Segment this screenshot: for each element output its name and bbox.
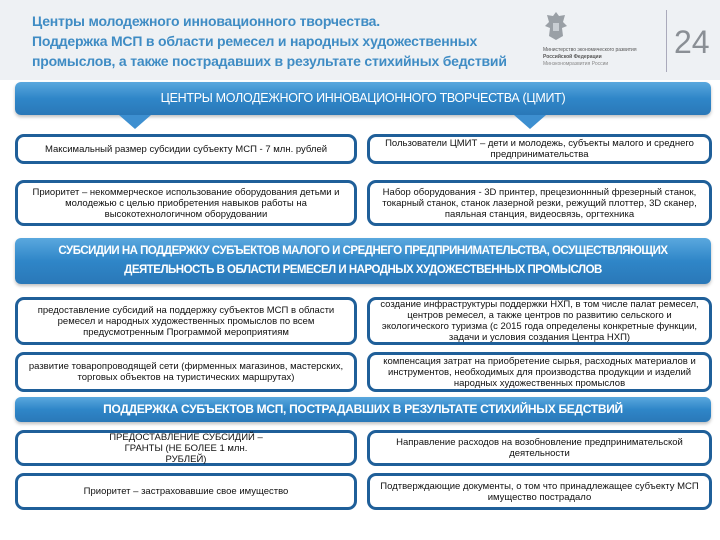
banner-line: СУБСИДИИ НА ПОДДЕРЖКУ СУБЪЕКТОВ МАЛОГО И СРЕДНЕГО ПРЕДПРИНИМАТЕЛЬСТВА, ОСУЩЕСТВЛЯЮЩИХ (58, 245, 668, 257)
down-arrow-icon (119, 115, 151, 129)
ministry-short: Минэкономразвития России (543, 61, 609, 67)
info-box: Максимальный размер субсидии субъекту МСП - 7 млн. рублей (15, 134, 357, 164)
ministry-name: Министерство экономического развития (543, 47, 637, 53)
info-box: ПРЕДОСТАВЛЕНИЕ СУБСИДИЙ – ГРАНТЫ (НЕ БОЛЕЕ 1 млн. РУБЛЕЙ) (15, 430, 357, 466)
header-divider (666, 10, 667, 72)
info-box: Набор оборудования - 3D принтер, прецезионнный фрезерный станок, токарный станок, станок лазерной резки, режущий плоттер, 3D сканер, паяльная станция, видеосвязь, оргтехника (367, 180, 712, 226)
banner-line: ДЕЯТЕЛЬНОСТЬ В ОБЛАСТИ РЕМЕСЕЛ И НАРОДНЫХ ХУДОЖЕСТВЕННЫХ ПРОМЫСЛОВ (124, 264, 602, 276)
section-banner-crafts (15, 238, 711, 284)
page-number: 24 (674, 24, 710, 60)
info-box: Пользователи ЦМИТ – дети и молодежь, субъекты малого и среднего предпринимательства (367, 134, 712, 164)
down-arrow-icon (514, 115, 546, 129)
info-box: развитие товаропроводящей сети (фирменных магазинов, мастерских, торговых объектов на туристических маршрутах) (15, 352, 357, 392)
slide-header (0, 0, 720, 80)
title-line: Поддержка МСП в области ремесел и народных художественных (32, 33, 478, 49)
info-box: Направление расходов на возобновление предпринимательской деятельности (367, 430, 712, 466)
slide-title (32, 11, 532, 71)
coat-of-arms-icon (543, 10, 569, 42)
info-box: Приоритет – некоммерческое использование оборудования детьми и молодежью с целью приобретения навыков работы на высокотехнологичном оборудовании (15, 180, 357, 226)
ministry-logo (543, 10, 663, 72)
title-line: промыслов, а также пострадавших в результате стихийных бедствий (32, 53, 507, 69)
info-box: предоставление субсидий на поддержку субъектов МСП в области ремесел и народных художественных промыслов по всем предусмотренным Программой мероприятиям (15, 297, 357, 345)
section-banner-disaster: ПОДДЕРЖКА СУБЪЕКТОВ МСП, ПОСТРАДАВШИХ В РЕЗУЛЬТАТЕ СТИХИЙНЫХ БЕДСТВИЙ (15, 397, 711, 422)
info-box: компенсация затрат на приобретение сырья, расходных материалов и инструментов, необходимых для производства продукции и изделий народных художественных промыслов (367, 352, 712, 392)
info-box: создание инфраструктуры поддержки НХП, в том числе палат ремесел, центров ремесел, а также центров по развитию сельского и экологического туризма (с 2015 года определены конкретные функции, задачи и условия создания Центра НХП) (367, 297, 712, 345)
ministry-country: Российской Федерации (543, 54, 602, 60)
info-box: Приоритет – застраховавшие свое имущество (15, 473, 357, 510)
section-banner-cmit: ЦЕНТРЫ МОЛОДЕЖНОГО ИННОВАЦИОННОГО ТВОРЧЕСТВА (ЦМИТ) (15, 82, 711, 115)
info-box: Подтверждающие документы, о том что принадлежащее субъекту МСП имущество пострадало (367, 473, 712, 510)
title-line: Центры молодежного инновационного творчества. (32, 13, 380, 29)
